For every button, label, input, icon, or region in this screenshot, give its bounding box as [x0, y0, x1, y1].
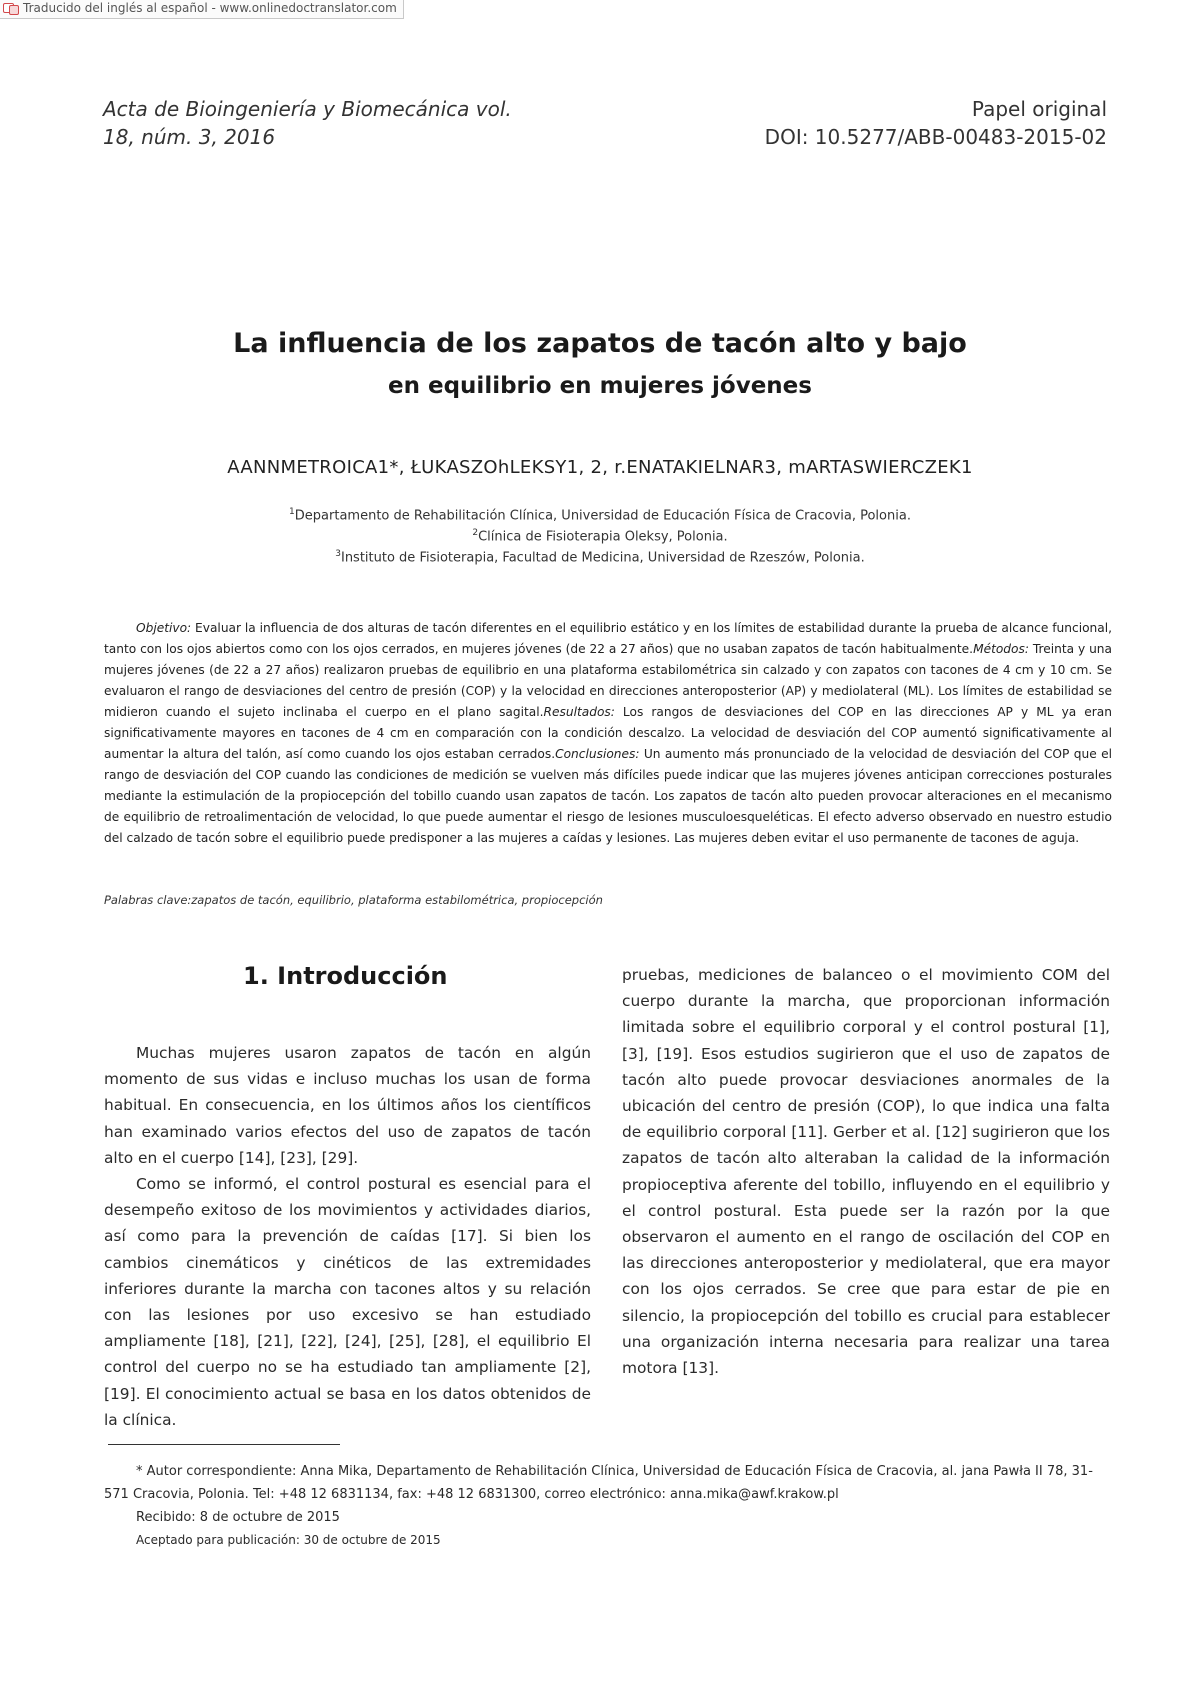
accepted-date: Aceptado para publicación: 30 de octubre de 2015 — [136, 1533, 441, 1547]
footnote — [104, 1460, 1112, 1552]
affiliation — [100, 528, 1100, 544]
affiliation — [100, 507, 1100, 523]
banner-text[interactable]: Traducido del inglés al español - www.onlinedoctranslator.com — [23, 1, 397, 15]
conclusions-text: Un aumento más pronunciado de la velocidad de desviación del COP que el rango de desviación del COP cuando las condiciones de medición se vuelven más difíciles puede indicar que las mujeres jóvenes anticipan correcciones posturales mediante la estimulación de la propiocepción del tobillo cuando usan zapatos de tacón. Los zapatos de tacón alto pueden provocar alteraciones en el mecanismo de equilibrio de retroalimentación de velocidad, lo que puede aumentar el riesgo de lesiones musculoesqueléticas. El efecto adverso observado en nuestro estudio del calzado de tacón sobre el equilibrio puede predisponer a las mujeres a caídas y lesiones. Las mujeres deben evitar el uso permanente de tacones de aguja. — [104, 747, 1112, 845]
journal-issue: 18, núm. 3, 2016 — [103, 125, 276, 149]
doi: DOI: 10.5277/ABB-00483-2015-02 — [764, 125, 1107, 149]
affiliation-mark: 1 — [289, 507, 295, 517]
results-text: Los rangos de desviaciones del COP en las direcciones AP y ML ya eran significativamente mayores en tacones de 4 cm en comparación con la condición descalzo. La velocidad de desviación del COP aumentó significativamente al aumentar la altura del talón, así como cuando los ojos estaban cerrados. — [104, 705, 1113, 761]
affiliation-text: Instituto de Fisioterapia, Facultad de Medicina, Universidad de Rzeszów, Polonia. — [340, 550, 865, 566]
translation-banner[interactable] — [0, 0, 404, 19]
paragraph: Como se informó, el control postural es esencial para el desempeño exitoso de los movimientos y actividades diarios, así como para la prevención de caídas [17]. Si bien los cambios cinemáticos y cinéticos de las extremidades inferiores durante la marcha con tacones altos y su relación con las lesiones por uso excesivo se han estudiado ampliamente [18], [21], [22], [24], [25], [28], el equilibrio El control del cuerpo no se ha estudiado tan ampliamente [2], [19]. El conocimiento actual se basa en los datos obtenidos de la clínica. — [104, 1175, 591, 1429]
results-label: Resultados: — [543, 705, 615, 719]
footnote-divider — [108, 1444, 340, 1445]
methods-label: Métodos: — [973, 642, 1029, 656]
methods-text: Treinta y una mujeres jóvenes (de 22 a 27 años) realizaron pruebas de equilibrio en una plataforma estabilométrica sin calzado y con zapatos con tacones de 4 cm y 10 cm. Se evaluaron el rango de desviaciones del centro de presión (COP) y la velocidad en direcciones anteroposterior (AP) y mediolateral (ML). Los límites de estabilidad se midieron cuando el sujeto inclinaba el cuerpo en el plano sagital. — [104, 642, 1112, 719]
affiliation-text: Clínica de Fisioterapia Oleksy, Polonia. — [478, 529, 728, 545]
affiliation-mark: 3 — [335, 549, 341, 559]
received-date: Recibido: 8 de octubre de 2015 — [136, 1510, 340, 1525]
conclusions-label: Conclusiones: — [555, 747, 640, 761]
paper-type: Papel original — [971, 97, 1107, 121]
paper-title-line1: La influencia de los zapatos de tacón alto y bajo — [233, 328, 967, 359]
paper-meta — [765, 95, 1107, 151]
objective-text: Evaluar la influencia de dos alturas de tacón diferentes en el equilibrio estático y en los límites de estabilidad durante la prueba de alcance funcional, tanto con los ojos abiertos como con los ojos cerrados, en mujeres jóvenes (de 22 a 27 años) que no usaban zapatos de tacón habitualmente. — [104, 621, 1112, 656]
translate-icon — [3, 2, 19, 14]
abstract — [104, 618, 1112, 849]
left-column — [104, 1040, 591, 1433]
affiliation — [100, 549, 1100, 565]
keywords: Palabras clave:zapatos de tacón, equilibrio, plataforma estabilométrica, propiocepción — [104, 893, 603, 907]
paragraph: pruebas, mediciones de balanceo o el movimiento COM del cuerpo durante la marcha, que proporcionan información limitada sobre el equilibrio corporal y el control postural [1], [3], [19]. Esos estudios sugirieron que el uso de zapatos de tacón alto puede provocar desviaciones anormales de la ubicación del centro de presión (COP), lo que indica una falta de equilibrio corporal [11]. Gerber et al. [12] sugirieron que los zapatos de tacón alto alteraban la calidad de la información propioceptiva aferente del tobillo, influyendo en el equilibrio y el control postural. Esta puede ser la razón por la que observaron el aumento en el rango de oscilación del COP en las direcciones anteroposterior y mediolateral, que era mayor con los ojos cerrados. Se cree que para estar de pie en silencio, la propiocepción del tobillo es crucial para establecer una organización interna necesaria para realizar una tarea motora [13]. — [622, 966, 1110, 1378]
journal-citation — [103, 95, 512, 151]
paragraph: Muchas mujeres usaron zapatos de tacón en algún momento de sus vidas e incluso muchas los usan de forma habitual. En consecuencia, en los últimos años los científicos han examinado varios efectos del uso de zapatos de tacón alto en el cuerpo [14], [23], [29]. — [104, 1044, 591, 1167]
affiliation-mark: 2 — [472, 528, 479, 538]
corresponding-author-note: * Autor correspondiente: Anna Mika, Departamento de Rehabilitación Clínica, Universidad de Educación Física de Cracovia, al. jana Pawła II 78, 31-571 Cracovia, Polonia. Tel: +48 12 6831134, fax: +48 12 6831300, correo electrónico: anna.mika@awf.krakow.pl — [104, 1464, 1093, 1502]
right-column — [622, 962, 1110, 1381]
objective-label: Objetivo: — [136, 621, 192, 635]
affiliation-text: Departamento de Rehabilitación Clínica, Universidad de Educación Física de Cracovia, Polonia. — [294, 508, 911, 524]
paper-title-line2: en equilibrio en mujeres jóvenes — [388, 373, 812, 399]
section-heading: 1. Introducción — [243, 962, 448, 990]
journal-name: Acta de Bioingeniería y Biomecánica vol. — [103, 97, 512, 121]
author-list: AANNMETROICA1*, ŁUKASZOhLEKSY1, 2, r.ENATAKIELNAR3, mARTASWIERCZEK1 — [227, 457, 973, 478]
